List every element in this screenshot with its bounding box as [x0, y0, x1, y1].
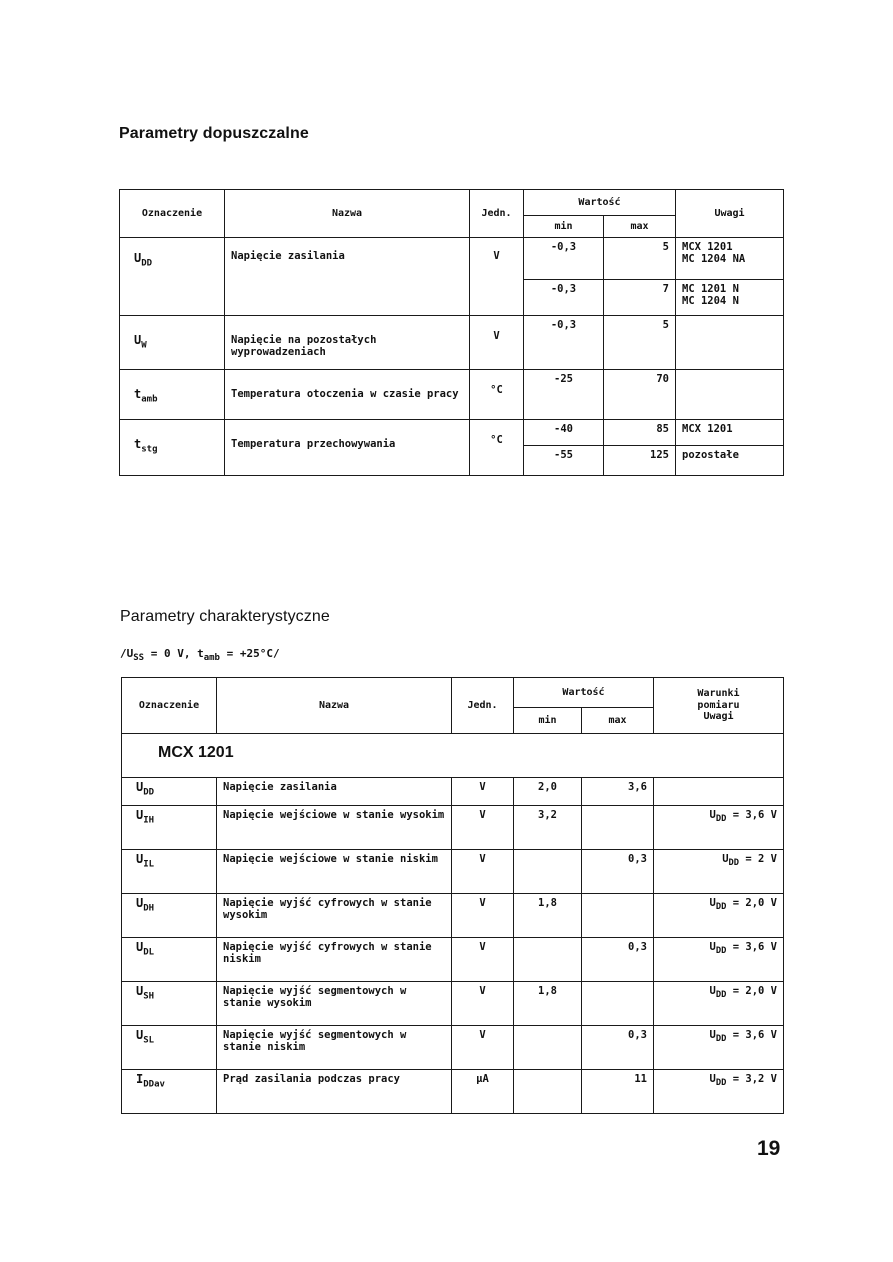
unit-cell: °C	[470, 420, 524, 476]
header-conditions-line2: pomiaru	[697, 699, 740, 711]
permissible-table-body	[120, 238, 784, 476]
max-cell: 85	[604, 420, 676, 446]
unit-cell: V	[452, 806, 514, 850]
symbol-cell	[122, 894, 217, 938]
symbol-subscript: IH	[143, 815, 155, 826]
section-title-permissible: Parametry dopuszczalne	[119, 125, 309, 142]
note-line: MCX 1201	[682, 423, 733, 435]
symbol-subscript: amb	[141, 394, 158, 405]
header-name: Nazwa	[217, 678, 452, 734]
table-row	[122, 894, 784, 938]
symbol-cell	[120, 370, 225, 420]
unit-cell: V	[452, 938, 514, 982]
symbol-subscript: stg	[141, 444, 158, 455]
symbol-subscript: DD	[143, 787, 155, 798]
characteristic-table-body	[122, 734, 784, 1114]
condition-value: = 2 V	[739, 853, 777, 865]
condition-value: = 2,0 V	[726, 985, 777, 997]
condition-subscript: DD	[715, 902, 727, 913]
condition-subscript: DD	[715, 1078, 727, 1089]
name-cell: Napięcie wyjść segmentowych w stanie wysokim	[217, 982, 452, 1026]
name-cell: Napięcie wejściowe w stanie niskim	[217, 850, 452, 894]
note-cell	[676, 370, 784, 420]
note-line: MC 1204 NA	[682, 253, 746, 266]
max-cell	[582, 806, 654, 850]
condition-value: = 3,6 V	[726, 941, 777, 953]
note-cell	[676, 316, 784, 370]
condition-symbol: U	[709, 1029, 716, 1041]
note-line: MC 1201 N	[682, 283, 739, 295]
condition-subscript: DD	[715, 814, 727, 825]
symbol-subscript: W	[141, 340, 147, 351]
header-value: Wartość	[524, 190, 676, 216]
header-unit: Jedn.	[452, 678, 514, 734]
condition-symbol: U	[709, 1073, 716, 1085]
header-name: Nazwa	[225, 190, 470, 238]
note-line: pozostałe	[682, 449, 739, 461]
max-cell: 5	[604, 316, 676, 370]
condition-subscript: DD	[715, 946, 727, 957]
min-cell: -0,3	[524, 316, 604, 370]
min-cell: -0,3	[524, 238, 604, 280]
note-cell	[676, 446, 784, 476]
symbol: U	[136, 808, 144, 822]
max-cell: 0,3	[582, 1026, 654, 1070]
unit-cell: V	[452, 894, 514, 938]
condition-subscript: DD	[715, 990, 727, 1001]
condition-cell	[654, 982, 784, 1026]
section-title-characteristic: Parametry charakterystyczne	[120, 608, 330, 625]
header-min: min	[524, 216, 604, 238]
header-min: min	[514, 708, 582, 734]
condition-value: = 3,2 V	[726, 1073, 777, 1085]
unit-cell: V	[470, 316, 524, 370]
symbol: U	[136, 1028, 144, 1042]
name-cell: Napięcie zasilania	[217, 778, 452, 806]
header-max: max	[582, 708, 654, 734]
name-cell: Prąd zasilania podczas pracy	[217, 1070, 452, 1114]
symbol-cell	[122, 1070, 217, 1114]
max-cell: 11	[582, 1070, 654, 1114]
name-cell: Napięcie na pozostałych wyprowadzeniach	[225, 316, 470, 370]
table-row	[122, 1070, 784, 1114]
symbol-cell	[120, 316, 225, 370]
name-cell: Napięcie wyjść segmentowych w stanie niskim	[217, 1026, 452, 1070]
name-cell: Napięcie wyjść cyfrowych w stanie niskim	[217, 938, 452, 982]
table-row	[122, 806, 784, 850]
symbol-subscript: SH	[143, 991, 155, 1002]
symbol-subscript: DH	[143, 903, 155, 914]
min-cell	[514, 1026, 582, 1070]
min-cell	[514, 850, 582, 894]
header-notes: Uwagi	[676, 190, 784, 238]
min-cell: 1,8	[514, 894, 582, 938]
max-cell: 0,3	[582, 938, 654, 982]
name-cell: Napięcie zasilania	[225, 238, 470, 316]
header-unit: Jedn.	[470, 190, 524, 238]
table-row	[122, 982, 784, 1026]
unit-cell: V	[452, 778, 514, 806]
condition-cell	[654, 806, 784, 850]
header-value: Wartość	[514, 678, 654, 708]
symbol: t	[134, 387, 142, 401]
symbol-cell	[122, 938, 217, 982]
min-cell: -55	[524, 446, 604, 476]
unit-cell: V	[470, 238, 524, 316]
table-row	[120, 370, 784, 420]
symbol: I	[136, 1072, 144, 1086]
min-cell	[514, 938, 582, 982]
max-cell	[582, 894, 654, 938]
condition-cell	[654, 850, 784, 894]
symbol-cell	[122, 1026, 217, 1070]
min-cell	[514, 1070, 582, 1114]
max-cell: 3,6	[582, 778, 654, 806]
max-cell	[582, 982, 654, 1026]
table-row	[122, 1026, 784, 1070]
header-symbol: Oznaczenie	[122, 678, 217, 734]
symbol-cell	[122, 850, 217, 894]
min-cell: 3,2	[514, 806, 582, 850]
name-cell: Temperatura otoczenia w czasie pracy	[225, 370, 470, 420]
measurement-conditions: $/U_{SS} = 0$ V, $t_{amb} = +25^\circ C/$	[120, 647, 280, 664]
symbol: U	[136, 852, 144, 866]
table-row	[120, 238, 784, 280]
table-row	[120, 316, 784, 370]
unit-cell: V	[452, 1026, 514, 1070]
note-cell	[676, 238, 784, 280]
header-conditions-line3: Uwagi	[703, 711, 734, 723]
header-conditions-line1: Warunki	[697, 688, 740, 700]
header-conditions	[654, 678, 784, 734]
symbol-subscript: DDav	[143, 1079, 165, 1090]
condition-cell	[654, 1070, 784, 1114]
header-symbol: Oznaczenie	[120, 190, 225, 238]
characteristic-parameters-table	[121, 677, 784, 1114]
unit-cell: V	[452, 982, 514, 1026]
min-cell: -0,3	[524, 280, 604, 316]
symbol-cell	[120, 238, 225, 316]
symbol-cell	[122, 982, 217, 1026]
condition-cell	[654, 778, 784, 806]
permissible-parameters-table	[119, 189, 784, 476]
condition-cell	[654, 938, 784, 982]
symbol: U	[136, 780, 144, 794]
device-section-label: MCX 1201	[122, 734, 784, 778]
table-row	[122, 938, 784, 982]
max-cell: 125	[604, 446, 676, 476]
unit-cell: µA	[452, 1070, 514, 1114]
condition-cell	[654, 1026, 784, 1070]
symbol-subscript: SL	[143, 1035, 155, 1046]
symbol-subscript: DL	[143, 947, 155, 958]
max-cell: 5	[604, 238, 676, 280]
symbol-cell	[122, 806, 217, 850]
symbol: t	[134, 437, 142, 451]
condition-symbol: U	[709, 809, 716, 821]
min-cell: -25	[524, 370, 604, 420]
condition-symbol: U	[709, 985, 716, 997]
header-max: max	[604, 216, 676, 238]
symbol-cell	[120, 420, 225, 476]
table-row	[120, 420, 784, 446]
symbol: U	[136, 940, 144, 954]
max-cell: 0,3	[582, 850, 654, 894]
max-cell: 70	[604, 370, 676, 420]
condition-symbol: U	[722, 853, 729, 865]
page-number: 19	[757, 1137, 781, 1160]
symbol: U	[136, 984, 144, 998]
symbol-subscript: DD	[141, 258, 153, 269]
symbol-cell	[122, 778, 217, 806]
note-line: MCX 1201	[682, 241, 733, 253]
condition-value: = 3,6 V	[726, 1029, 777, 1041]
symbol: U	[134, 333, 142, 347]
symbol: U	[136, 896, 144, 910]
name-cell: Napięcie wejściowe w stanie wysokim	[217, 806, 452, 850]
table-row	[122, 778, 784, 806]
unit-cell: V	[452, 850, 514, 894]
condition-value: = 3,6 V	[726, 809, 777, 821]
condition-subscript: DD	[715, 1034, 727, 1045]
condition-cell	[654, 894, 784, 938]
condition-symbol: U	[709, 897, 716, 909]
unit-cell: °C	[470, 370, 524, 420]
min-cell: -40	[524, 420, 604, 446]
table-row	[122, 850, 784, 894]
symbol: U	[134, 251, 142, 265]
name-cell: Temperatura przechowywania	[225, 420, 470, 476]
min-cell: 2,0	[514, 778, 582, 806]
min-cell: 1,8	[514, 982, 582, 1026]
note-line: MC 1204 N	[682, 295, 739, 308]
condition-subscript: DD	[728, 858, 740, 869]
name-cell: Napięcie wyjść cyfrowych w stanie wysokim	[217, 894, 452, 938]
symbol-subscript: IL	[143, 859, 155, 870]
note-cell	[676, 420, 784, 446]
condition-symbol: U	[709, 941, 716, 953]
note-cell	[676, 280, 784, 316]
condition-value: = 2,0 V	[726, 897, 777, 909]
max-cell: 7	[604, 280, 676, 316]
